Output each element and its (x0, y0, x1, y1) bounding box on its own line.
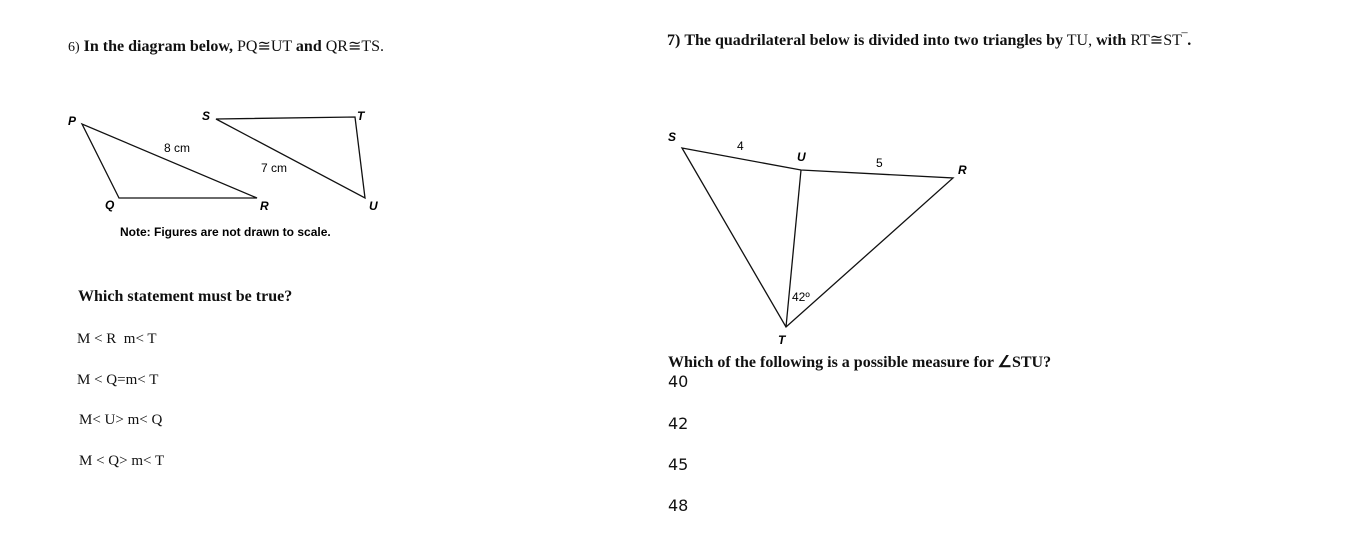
q6-option-a[interactable]: M < R m< T (77, 331, 157, 347)
q6-prompt: Which statement must be true? (78, 288, 293, 305)
q7-answer-c[interactable]: 45 (668, 455, 689, 474)
vertex-t: T (357, 109, 365, 123)
q7-prompt: Which of the following is a possible measure for ∠STU? (668, 354, 1052, 371)
q6-intro: In the diagram below, (83, 38, 234, 55)
vertex-r: R (260, 199, 269, 213)
q7-heading (667, 30, 1191, 50)
q7-answer-b[interactable]: 42 (668, 414, 689, 433)
length-pr: 8 cm (164, 141, 191, 155)
q7-answer-a[interactable]: 40 (668, 372, 689, 391)
vertex-r: R (958, 163, 967, 177)
q6-number: 6) (68, 40, 80, 55)
vertex-p: P (68, 114, 77, 128)
q6-option-b[interactable]: M < Q=m< T (77, 372, 159, 388)
q6-and: and (295, 38, 322, 55)
q6-diagram (0, 100, 400, 240)
vertex-s: S (668, 130, 677, 144)
length-su: 7 cm (261, 161, 288, 175)
length-ur: 5 (876, 156, 883, 170)
q6-heading (68, 36, 384, 56)
q6-congruence-2: QR≅TS. (325, 38, 385, 55)
q7-segment-tu: TU, (1066, 32, 1093, 49)
q7-with: with (1096, 32, 1127, 49)
vertex-t: T (778, 333, 786, 347)
triangle-stu (216, 117, 365, 198)
q7-diagram (660, 125, 990, 345)
vertex-u: U (369, 199, 378, 213)
scale-note: Note: Figures are not drawn to scale. (120, 225, 331, 239)
q7-number: 7) (667, 32, 681, 49)
q7-text: The quadrilateral below is divided into two triangles by (684, 32, 1064, 49)
length-su: 4 (737, 139, 744, 153)
triangle-pqr (82, 124, 257, 198)
q6-option-c[interactable]: M< U> m< Q (79, 412, 163, 428)
q7-congruence: RT≅ST (1130, 32, 1182, 49)
vertex-u: U (797, 150, 806, 164)
q6-congruence-1: PQ≅UT (237, 38, 292, 55)
quadrilateral-sutr (682, 148, 953, 327)
vertex-s: S (202, 109, 211, 123)
vertex-q: Q (105, 198, 115, 212)
q7-tail: ‾. (1181, 32, 1192, 49)
q6-option-d[interactable]: M < Q> m< T (79, 453, 165, 469)
angle-label: 42º (792, 290, 810, 304)
q7-answer-d[interactable]: 48 (668, 496, 689, 515)
